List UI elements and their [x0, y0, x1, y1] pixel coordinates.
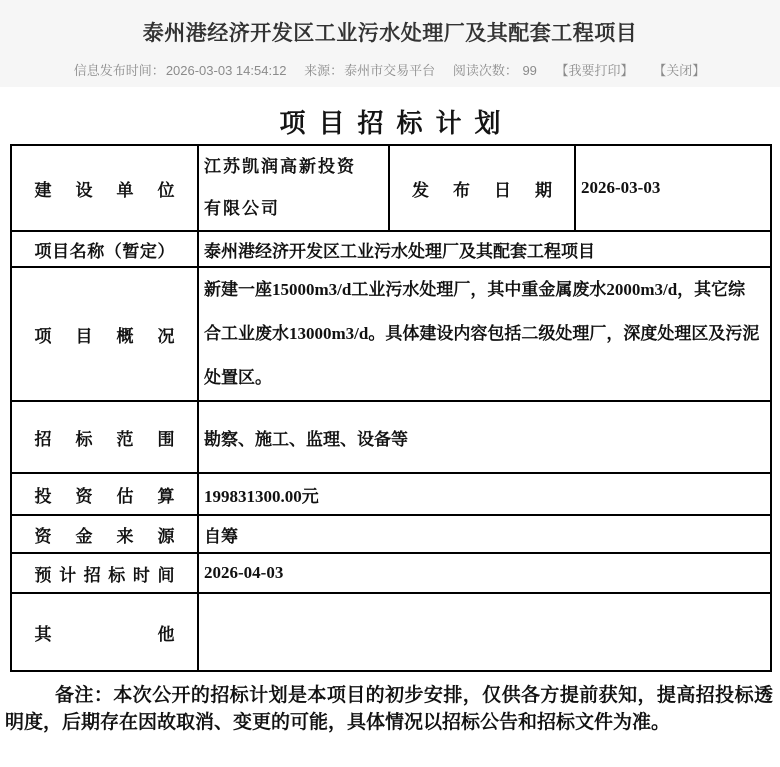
publish-time-value: 2026-03-03 14:54:12 — [165, 63, 287, 78]
publish-date-label: 发布日期 — [412, 180, 552, 200]
other-value — [198, 593, 771, 671]
row-label — [11, 231, 198, 267]
project-overview-label: 项目概况 — [34, 326, 175, 346]
other-label: 其他 — [34, 624, 175, 644]
publish-time-label: 信息发布时间： — [73, 63, 165, 78]
publish-date-value: 2026-03-03 — [575, 145, 771, 231]
view-count — [453, 63, 537, 78]
row-label — [11, 267, 198, 401]
expected-bidding-time-label: 预计招标时间 — [34, 565, 175, 585]
construction-unit-value: 江苏凯润高新投资有限公司 — [198, 145, 389, 231]
table-row-funding-source — [11, 515, 771, 553]
investment-estimate-label: 投资估算 — [34, 486, 175, 506]
project-name-label: 项目名称（暂定） — [34, 241, 175, 261]
table-row-investment-estimate — [11, 473, 771, 515]
bidding-scope-value: 勘察、施工、监理、设备等 — [198, 401, 771, 473]
investment-estimate-value: 199831300.00元 — [198, 473, 771, 515]
funding-source-value: 自筹 — [198, 515, 771, 553]
row-label — [11, 473, 198, 515]
table-row-bidding-scope — [11, 401, 771, 473]
row-label — [11, 401, 198, 473]
row-label — [11, 593, 198, 671]
table-row-other — [11, 593, 771, 671]
row-label — [389, 145, 575, 231]
row-label — [11, 145, 198, 231]
source — [304, 63, 435, 78]
table-row-construction-unit — [11, 145, 771, 231]
page-header — [0, 0, 780, 87]
page-title: 泰州港经济开发区工业污水处理厂及其配套工程项目 — [142, 22, 638, 45]
source-label: 来源： — [304, 63, 344, 78]
close-button[interactable]: 【关闭】 — [653, 63, 706, 78]
remark-note: 备注：本次公开的招标计划是本项目的初步安排，仅供各方提前获知，提高招投标透明度，后期存在因故取消、变更的可能，具体情况以招标公告和招标文件为准。 — [5, 685, 773, 733]
row-label — [11, 553, 198, 593]
document-title: 项目招标计划 — [279, 109, 514, 138]
print-button[interactable]: 【我要打印】 — [555, 63, 634, 78]
expected-bidding-time-value: 2026-04-03 — [198, 553, 771, 593]
bidding-plan-table — [10, 144, 772, 672]
project-overview-value: 新建一座15000m3/d工业污水处理厂，其中重金属废水2000m3/d，其它综合工业废水13000m3/d。具体建设内容包括二级处理厂，深度处理区及污泥处置区。 — [198, 267, 771, 401]
row-label — [11, 515, 198, 553]
table-row-expected-bidding-time — [11, 553, 771, 593]
bidding-scope-label: 招标范围 — [34, 429, 175, 449]
project-name-value: 泰州港经济开发区工业污水处理厂及其配套工程项目 — [198, 231, 771, 267]
table-row-project-name — [11, 231, 771, 267]
view-count-value: 99 — [522, 63, 537, 78]
construction-unit-label: 建设单位 — [34, 180, 175, 200]
meta-bar — [0, 60, 780, 79]
source-value: 泰州市交易平台 — [344, 63, 436, 78]
funding-source-label: 资金来源 — [34, 526, 175, 546]
table-row-project-overview — [11, 267, 771, 401]
view-count-label: 阅读次数： — [452, 63, 518, 78]
publish-time — [74, 63, 287, 78]
